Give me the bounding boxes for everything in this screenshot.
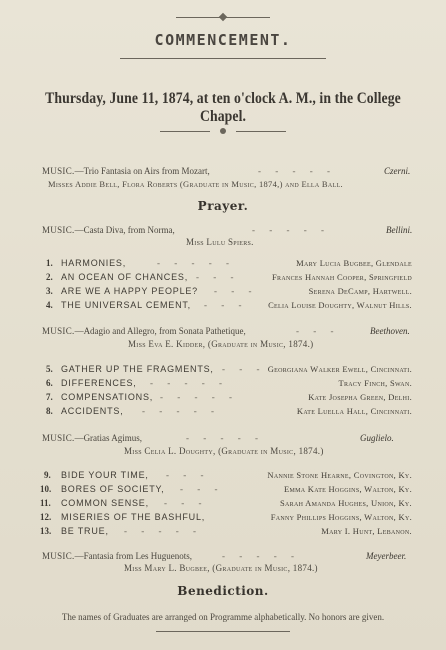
- music-label: MUSIC.: [42, 326, 75, 336]
- item-author: Georgiana Walker Ewell, Cincinnati.: [267, 364, 412, 374]
- music-label: MUSIC.: [42, 551, 75, 561]
- item-number: 6.: [46, 378, 53, 388]
- item-dashes: - - -: [180, 484, 224, 494]
- music-2-composer: Bellini.: [386, 225, 413, 235]
- item-title: COMPENSATIONS,: [61, 392, 154, 402]
- music-piece: —Casta Diva, from Norma,: [74, 225, 175, 235]
- music-2-line: [42, 225, 175, 235]
- ornament-divider: [160, 124, 286, 138]
- item-number: 8.: [46, 406, 53, 416]
- music-4-performers: Miss Celia L. Doughty, (Graduate in Music, 1874.): [124, 446, 324, 456]
- item-number: 2.: [46, 272, 53, 282]
- title-underline: [120, 58, 326, 59]
- music-3-dashes: - - -: [296, 326, 340, 336]
- item-title: ARE WE A HAPPY PEOPLE?: [61, 286, 198, 296]
- item-dashes: - - -: [214, 286, 258, 296]
- item-dashes: - - - - -: [160, 392, 238, 402]
- item-author: Tracy Finch, Swan.: [338, 378, 412, 388]
- music-1-dashes: - - - - -: [258, 166, 336, 176]
- item-author: Serena DeCamp, Hartwell.: [308, 286, 412, 296]
- item-number: 5.: [46, 364, 53, 374]
- item-title: GATHER UP THE FRAGMENTS,: [61, 364, 214, 374]
- item-author: Kate Josepha Green, Delhi.: [308, 392, 412, 402]
- bottom-rule: [156, 631, 290, 632]
- item-title: DIFFERENCES,: [61, 378, 137, 388]
- music-4-composer: Guglielo.: [360, 433, 394, 443]
- item-number: 4.: [46, 300, 53, 310]
- page-title: COMMENCEMENT.: [154, 31, 292, 49]
- dateline: Thursday, June 11, 1874, at ten o'clock A. M., in the College Chapel.: [45, 90, 401, 125]
- music-1-composer: Czerni.: [384, 166, 411, 176]
- music-piece: —Trio Fantasia on Airs from Mozart,: [74, 166, 210, 176]
- music-label: MUSIC.: [42, 166, 75, 176]
- item-dashes: - - -: [164, 498, 208, 508]
- item-title: BIDE YOUR TIME,: [61, 470, 149, 480]
- item-number: 10.: [40, 484, 52, 494]
- item-dashes: - - -: [222, 364, 266, 374]
- item-number: 12.: [40, 512, 52, 522]
- item-dashes: - - - - -: [124, 526, 202, 536]
- item-author: Celia Louise Doughty, Walnut Hills.: [268, 300, 412, 310]
- music-5-dashes: - - - - -: [222, 551, 300, 561]
- item-dashes: - - -: [204, 300, 248, 310]
- music-4-line: [42, 433, 142, 443]
- music-1-performers: Misses Addie Bell, Flora Roberts (Graduate in Music, 1874,) and Ella Ball.: [48, 179, 343, 189]
- item-number: 11.: [40, 498, 51, 508]
- item-dashes: - - - - -: [157, 258, 235, 268]
- prayer-heading: Prayer.: [197, 199, 249, 213]
- item-number: 9.: [44, 470, 51, 480]
- item-title: ACCIDENTS,: [61, 406, 124, 416]
- item-dashes: - - -: [166, 470, 210, 480]
- music-label: MUSIC.: [42, 225, 75, 235]
- music-label: MUSIC.: [42, 433, 75, 443]
- item-title: HARMONIES,: [61, 258, 127, 268]
- item-title: COMMON SENSE,: [61, 498, 149, 508]
- music-3-performers: Miss Eva E. Kidder, (Graduate in Music, 1874.): [128, 339, 314, 349]
- item-dashes: - - - - -: [150, 378, 228, 388]
- item-title: BORES OF SOCIETY,: [61, 484, 165, 494]
- music-3-line: [42, 326, 246, 336]
- item-number: 13.: [40, 526, 52, 536]
- music-1-line: [42, 166, 210, 176]
- music-2-performers: Miss Lulu Spiers.: [186, 237, 254, 247]
- benediction-heading: Benediction.: [177, 584, 269, 598]
- item-number: 1.: [46, 258, 53, 268]
- item-author: Nannie Stone Hearne, Covington, Ky.: [267, 470, 412, 480]
- music-5-performers: Miss Mary L. Bugbee, (Graduate in Music, 1874.): [124, 563, 318, 573]
- item-author: Fanny Phillips Hoggins, Walton, Ky.: [270, 512, 412, 522]
- item-author: Mary I. Hunt, Lebanon.: [321, 526, 412, 536]
- music-piece: —Gratias Agimus,: [74, 433, 143, 443]
- music-2-dashes: - - - - -: [252, 225, 330, 235]
- item-title: MISERIES OF THE BASHFUL,: [61, 512, 206, 522]
- item-dashes: - - - - -: [142, 406, 220, 416]
- item-author: Sarah Amanda Hughes, Union, Ky.: [280, 498, 412, 508]
- item-dashes: - - -: [196, 272, 240, 282]
- footer-note: The names of Graduates are arranged on Programme alphabetically. No honors are given.: [61, 612, 385, 622]
- item-title: AN OCEAN OF CHANCES,: [61, 272, 189, 282]
- item-title: THE UNIVERSAL CEMENT,: [61, 300, 191, 310]
- item-number: 3.: [46, 286, 53, 296]
- item-number: 7.: [46, 392, 53, 402]
- music-piece: —Fantasia from Les Huguenots,: [74, 551, 193, 561]
- music-4-dashes: - - - - -: [186, 433, 264, 443]
- top-rule-diamond: [219, 13, 227, 21]
- music-5-line: [42, 551, 192, 561]
- item-author: Mary Lucia Bugbee, Glendale: [296, 258, 412, 268]
- music-5-composer: Meyerbeer.: [366, 551, 407, 561]
- item-author: Emma Kate Hoggins, Walton, Ky.: [283, 484, 412, 494]
- item-author: Frances Hannah Cooper, Springfield: [272, 272, 412, 282]
- item-title: BE TRUE,: [61, 526, 109, 536]
- music-piece: —Adagio and Allegro, from Sonata Pathetique,: [74, 326, 246, 336]
- item-author: Kate Luella Hall, Cincinnati.: [296, 406, 412, 416]
- music-3-composer: Beethoven.: [370, 326, 410, 336]
